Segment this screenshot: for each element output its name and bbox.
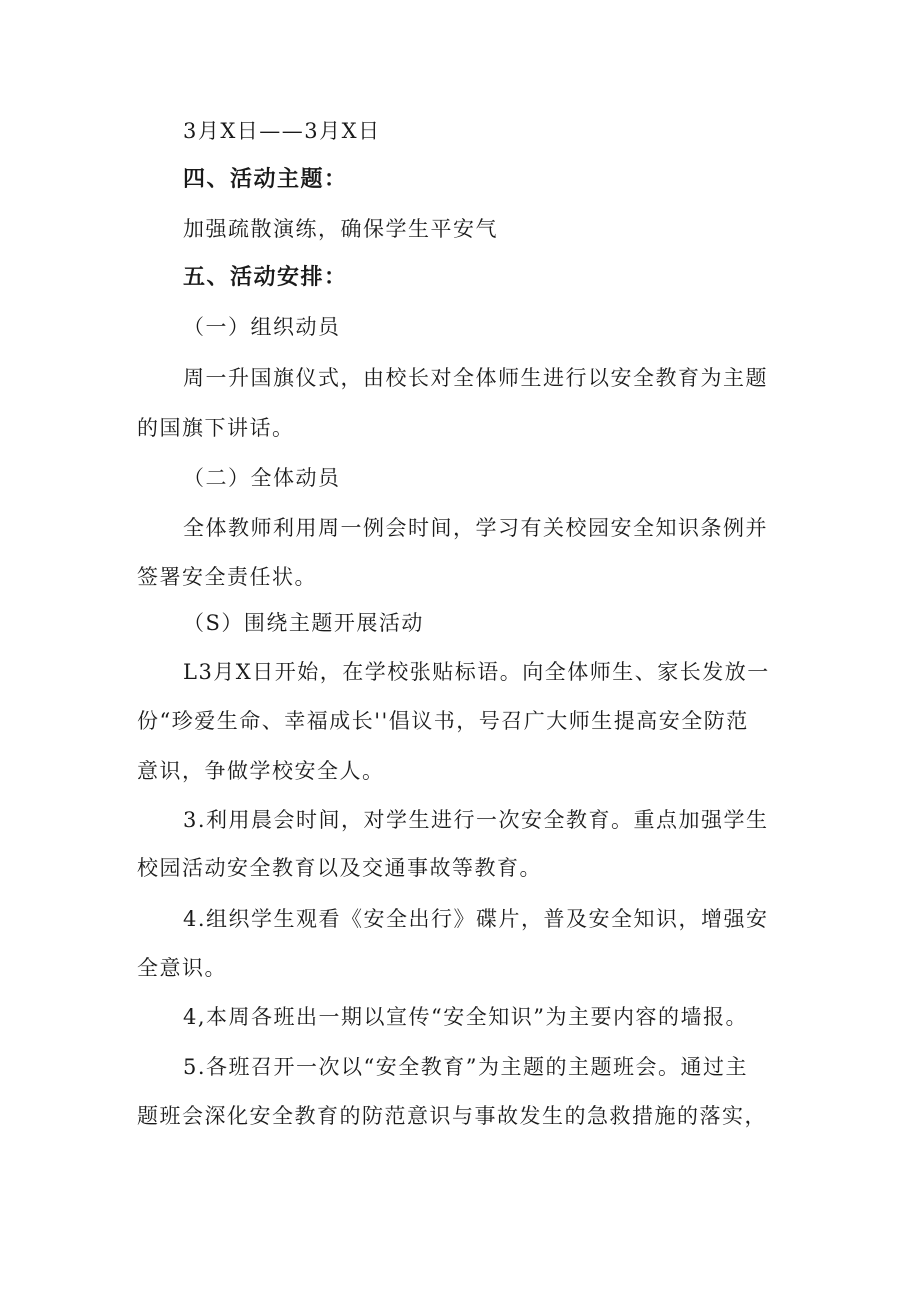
- part1-line-1: 周一升国旗仪式，由校长对全体师生进行以安全教育为主题: [183, 366, 768, 390]
- date-range: 3月X日——3月X日: [183, 119, 381, 143]
- item1-line-1: L3月X日开始，在学校张贴标语。向全体师生、家长发放一: [183, 660, 770, 684]
- item5-line-1: 5.各班召开一次以“安全教育”为主题的主题班会。通过主: [183, 1055, 749, 1079]
- part1-line-2: 的国旗下讲话。: [137, 416, 295, 440]
- section4-theme: 加强疏散演练，确保学生平安气: [183, 217, 498, 241]
- item4b-line-1: 4,本周各班出一期以宣传“安全知识”为主要内容的墙报。: [183, 1005, 749, 1029]
- item5-line-2: 题班会深化安全教育的防范意识与事故发生的急救措施的落实，: [137, 1104, 767, 1128]
- part2-line-1: 全体教师利用周一例会时间，学习有关校园安全知识条例并: [183, 516, 768, 540]
- item3-line-2: 校园活动安全教育以及交通事故等教育。: [137, 856, 542, 880]
- part3-title: （S）围绕主题开展活动: [183, 611, 424, 635]
- item4a-line-1: 4.组织学生观看《安全出行》碟片，普及安全知识，增强安: [183, 907, 769, 931]
- part1-title: （一）组织动员: [183, 315, 341, 339]
- part2-line-2: 签署安全责任状。: [137, 565, 317, 589]
- item4a-line-2: 全意识。: [137, 956, 227, 980]
- section5-heading: 五、活动安排：: [183, 265, 348, 290]
- part2-title: （二）全体动员: [183, 466, 341, 490]
- item3-line-1: 3.利用晨会时间，对学生进行一次安全教育。重点加强学生: [183, 808, 769, 832]
- item1-line-3: 意识，争做学校安全人。: [137, 759, 385, 783]
- section4-heading: 四、活动主题：: [183, 167, 348, 192]
- item1-line-2: 份“珍爱生命、幸福成长''倡议书，号召广大师生提高安全防范: [137, 709, 749, 733]
